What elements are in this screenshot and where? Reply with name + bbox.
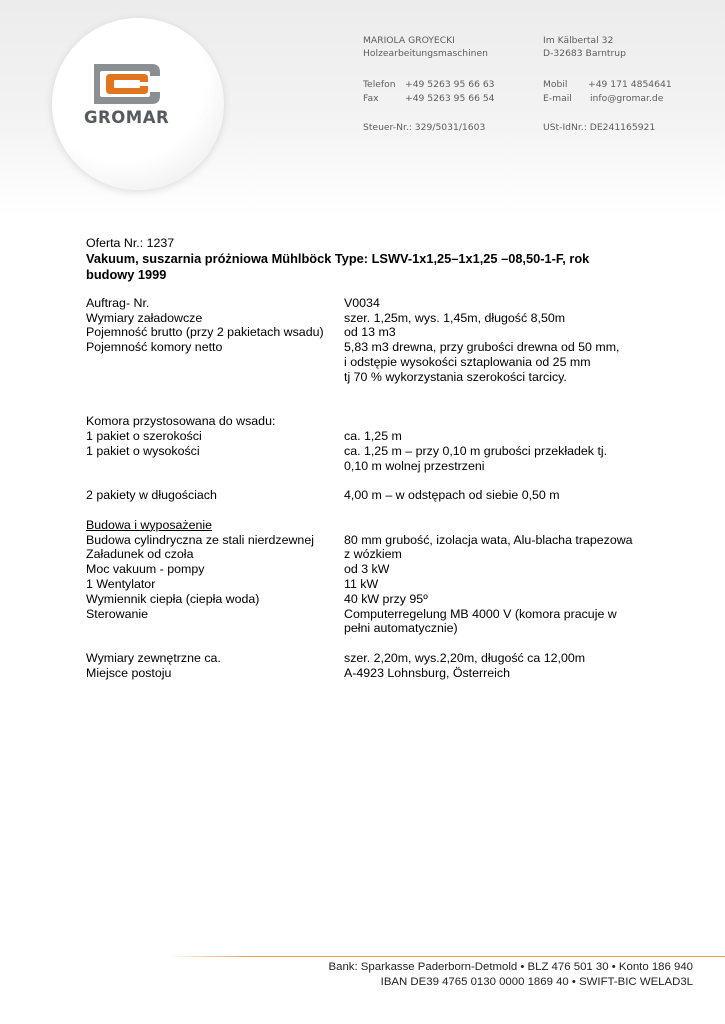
spec-value: 4,00 m – w odstępach od siebie 0,50 m [344,488,560,503]
spec-row [86,621,646,636]
spec-label: 1 pakiet o wysokości [86,443,200,458]
email-label: E-mail [543,93,572,104]
spec-row [86,311,646,326]
spec-label: Załadunek od czoła [86,547,194,562]
spec-row [86,562,646,577]
spec-row [86,459,646,474]
offer-body [86,236,646,681]
gromar-logo-icon [88,60,166,108]
fax-label: Fax [363,93,379,104]
spec-label: Wymiary zewnętrzne ca. [86,650,221,665]
spec-label: Moc vakuum - pompy [86,562,205,577]
spec-row [86,355,646,370]
mobile-value: +49 171 4854641 [588,79,672,90]
spec-label: Wymiennik ciepła (ciepła woda) [86,591,260,606]
spec-value: od 3 kW [344,562,390,577]
spacer [86,636,646,651]
spec-row [86,429,646,444]
spec-label: Komora przystosowana do wsadu: [86,414,276,429]
tax-number: Steuer-Nr.: 329/5031/1603 [363,122,486,133]
phone-label: Telefon [363,79,396,90]
spec-row [86,651,646,666]
offer-number: Oferta Nr.: 1237 [86,236,175,250]
spec-label [86,621,344,636]
spec-label: Budowa cylindryczna ze stali nierdzewnej [86,532,314,547]
spec-label: Pojemność komory netto [86,340,223,355]
spec-list [86,296,646,681]
spec-row [86,488,646,503]
offer-title: Vakuum, suszarnia próżniowa Mühlböck Type: LSWV-1x1,25–1x1,25 –08,50-1-F, rok budowy 1999 [86,250,590,282]
spec-value: 0,10 m wolnej przestrzeni [344,458,485,473]
spec-label: 1 Wentylator [86,576,156,591]
spec-value: 5,83 m3 drewna, przy grubości drewna od 50 mm, [344,340,620,355]
spec-row [86,340,646,355]
spec-value: z wózkiem [344,547,402,562]
address-city: D-32683 Barntrup [543,48,626,59]
email-link[interactable]: info@gromar.de [590,93,664,104]
spec-row [86,607,646,622]
logo-wordmark: GROMAR [84,108,170,127]
spec-row [86,444,646,459]
footer-bank-line: Bank: Sparkasse Paderborn-Detmold • BLZ 476 501 30 • Konto 186 940 [328,961,693,973]
vat-id: USt-IdNr.: DE241165921 [543,122,656,133]
address-street: Im Kälbertal 32 [543,35,614,46]
spec-label: Sterowanie [86,606,148,621]
spec-row [86,370,646,385]
spec-value: 40 kW przy 95º [344,591,428,606]
spec-value: ca. 1,25 m – przy 0,10 m grubości przekładek tj. [344,443,608,458]
spec-value: szer. 1,25m, wys. 1,45m, długość 8,50m [344,310,566,325]
spec-row [86,666,646,681]
spec-value [344,414,644,429]
spec-row [86,577,646,592]
spec-label [86,370,344,385]
footer-iban-line: IBAN DE39 4765 0130 0000 1869 40 • SWIFT-BIC WELAD3L [380,976,693,988]
fax-value: +49 5263 95 66 54 [405,93,495,104]
spec-value: tj 70 % wykorzystania szerokości tarcicy. [344,369,567,384]
spec-row [86,533,646,548]
spec-label: 2 pakiety w długościach [86,488,217,503]
spec-row [86,592,646,607]
spacer [86,473,646,488]
owner-business: Holzearbeitungsmaschinen [363,48,488,59]
footer-divider [165,956,725,957]
spec-value: Computerregelung MB 4000 V (komora pracuje w [344,606,617,621]
spec-value: od 13 m3 [344,325,396,340]
spec-value: szer. 2,20m, wys.2,20m, długość ca 12,00m [344,650,586,665]
spec-value: 80 mm grubość, izolacja wata, Alu-blacha trapezowa [344,532,633,547]
spec-row [86,518,646,533]
spec-value: pełni automatycznie) [344,621,458,636]
mobile-label: Mobil [543,79,568,90]
spacer [86,503,646,518]
phone-value: +49 5263 95 66 63 [405,79,495,90]
spacer [86,399,646,414]
spec-value: V0034 [344,295,380,310]
spec-value: A-4923 Lohnsburg, Österreich [344,665,510,680]
spacer [86,385,646,400]
spec-label: Auftrag- Nr. [86,295,150,310]
spec-row [86,296,646,311]
spec-row [86,325,646,340]
spec-label: Budowa i wyposażenie [86,517,213,532]
spec-label: Pojemność brutto (przy 2 pakietach wsadu) [86,325,324,340]
spec-label: Wymiary załadowcze [86,310,203,325]
spec-row [86,414,646,429]
spec-label [86,355,344,370]
owner-name: MARIOLA GROYECKI [363,35,455,46]
spec-value: 11 kW [344,576,379,591]
spec-value: ca. 1,25 m [344,428,402,443]
spec-label [86,459,344,474]
spec-value [344,518,644,533]
spec-label: Miejsce postoju [86,665,172,680]
spec-row [86,547,646,562]
spec-value: i odstępie wysokości sztaplowania od 25 mm [344,354,591,369]
spec-label: 1 pakiet o szerokości [86,428,202,443]
